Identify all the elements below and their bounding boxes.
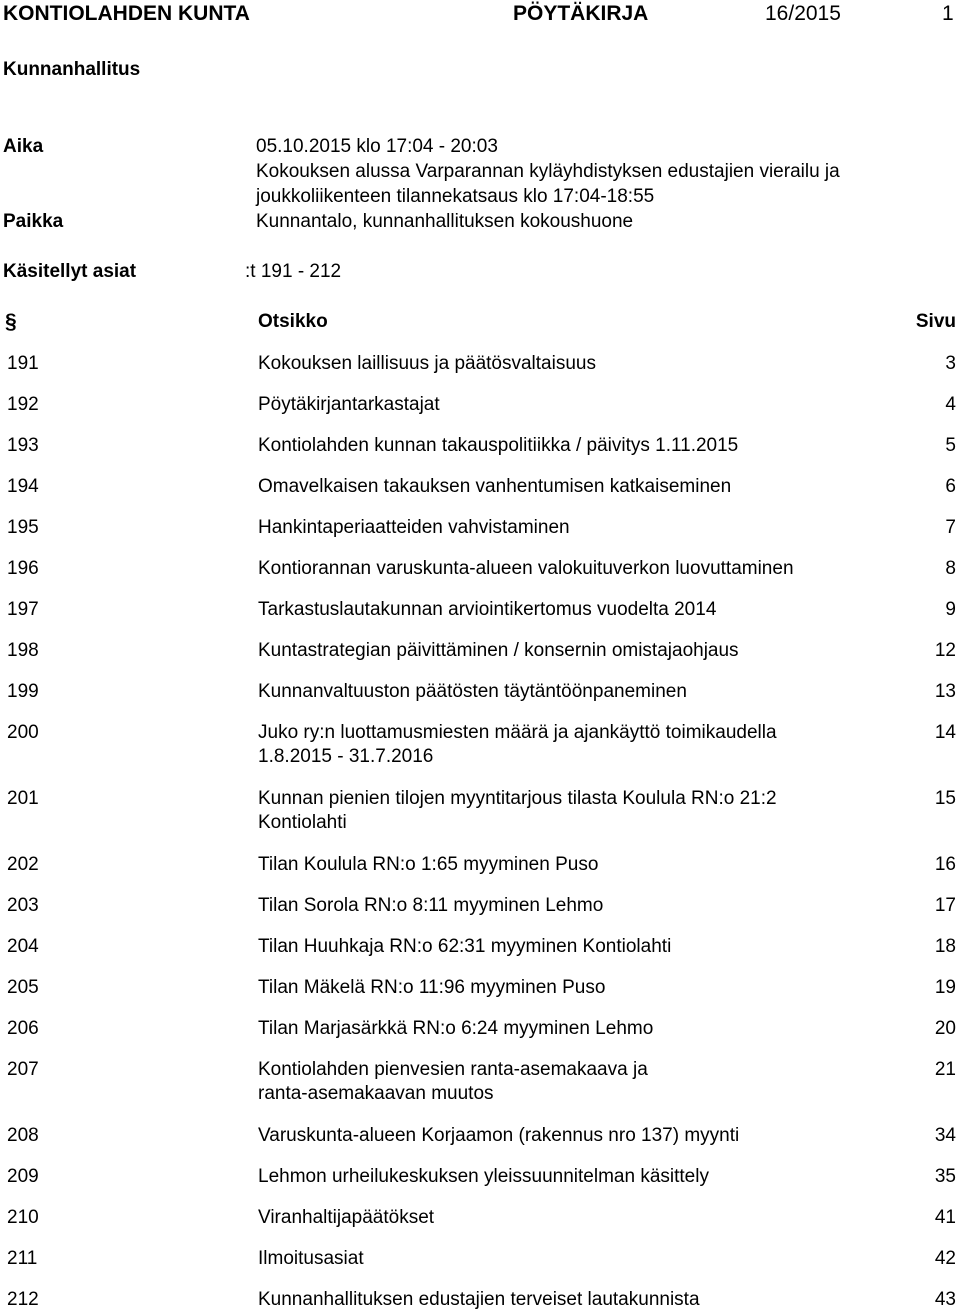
meeting-note-line1: Kokouksen alussa Varparannan kyläyhdistyksen edustajien vierailu ja	[256, 161, 840, 182]
toc-row-page: 3	[945, 353, 956, 374]
toc-row-page: 8	[945, 558, 956, 579]
toc-row-number: 205	[7, 977, 39, 998]
toc-row-title: Tilan Huuhkaja RN:o 62:31 myyminen Kontiolahti	[258, 936, 672, 957]
toc-row-page: 20	[934, 1018, 956, 1039]
toc-row-page: 34	[934, 1125, 956, 1146]
toc-row-title: Tilan Mäkelä RN:o 11:96 myyminen Puso	[258, 977, 606, 998]
toc-row-title: Viranhaltijapäätökset	[258, 1207, 435, 1228]
document-type: PÖYTÄKIRJA	[513, 2, 649, 25]
toc-row-page: 4	[945, 394, 956, 415]
toc-row-page: 17	[934, 895, 956, 916]
handled-items-value: :t 191 - 212	[245, 261, 342, 282]
toc-row-number: 196	[7, 558, 39, 579]
toc-row-title: Kuntastrategian päivittäminen / konsernin omistajaohjaus	[258, 640, 739, 661]
toc-row-page: 9	[945, 599, 956, 620]
toc-row-title: Juko ry:n luottamusmiesten määrä ja ajankäyttö toimikaudella 1.8.2015 - 31.7.2016	[258, 722, 777, 767]
toc-row-title: Omavelkaisen takauksen vanhentumisen katkaiseminen	[258, 476, 732, 497]
toc-row-page: 15	[934, 788, 956, 809]
toc-row-page: 14	[934, 722, 956, 743]
toc-row-title: Kunnanvaltuuston päätösten täytäntöönpaneminen	[258, 681, 687, 702]
toc-row-page: 5	[945, 435, 956, 456]
toc-row-number: 193	[7, 435, 39, 456]
governing-body: Kunnanhallitus	[3, 59, 141, 80]
toc-row-number: 191	[7, 353, 39, 374]
place-value: Kunnantalo, kunnanhallituksen kokoushuone	[256, 211, 634, 232]
title-column-header: Otsikko	[258, 311, 328, 332]
toc-row-title: Lehmon urheilukeskuksen yleissuunnitelman käsittely	[258, 1166, 709, 1187]
toc-row-title: Pöytäkirjantarkastajat	[258, 394, 440, 415]
toc-row-title: Tilan Sorola RN:o 8:11 myyminen Lehmo	[258, 895, 604, 916]
toc-row-page: 7	[945, 517, 956, 538]
handled-items-label: Käsitellyt asiat	[3, 261, 137, 282]
toc-row-title: Kontiolahden kunnan takauspolitiikka / päivitys 1.11.2015	[258, 435, 739, 456]
toc-row-number: 208	[7, 1125, 39, 1146]
toc-row-title: Kokouksen laillisuus ja päätösvaltaisuus	[258, 353, 596, 374]
section-symbol: §	[5, 310, 17, 333]
toc-row-number: 209	[7, 1166, 39, 1187]
toc-row-title: Kontiorannan varuskunta-alueen valokuituverkon luovuttaminen	[258, 558, 794, 579]
toc-row-page: 16	[934, 854, 956, 875]
toc-row-title: Varuskunta-alueen Korjaamon (rakennus nro 137) myynti	[258, 1125, 740, 1146]
toc-row-title: Ilmoitusasiat	[258, 1248, 364, 1269]
toc-row-title: Tilan Marjasärkkä RN:o 6:24 myyminen Lehmo	[258, 1018, 654, 1039]
toc-row-number: 204	[7, 936, 39, 957]
toc-row-page: 18	[934, 936, 956, 957]
meeting-note-line2: joukkoliikenteen tilannekatsaus klo 17:04-18:55	[256, 186, 655, 207]
toc-row-page: 41	[934, 1207, 956, 1228]
toc-row-title: Hankintaperiaatteiden vahvistaminen	[258, 517, 570, 538]
time-value: 05.10.2015 klo 17:04 - 20:03	[256, 136, 498, 157]
toc-row-number: 212	[7, 1289, 39, 1310]
time-label: Aika	[3, 136, 44, 157]
toc-row-page: 12	[934, 640, 956, 661]
toc-row-page: 21	[934, 1059, 956, 1080]
toc-row-number: 201	[7, 788, 39, 809]
toc-row-page: 35	[934, 1166, 956, 1187]
toc-row-number: 206	[7, 1018, 39, 1039]
toc-row-number: 202	[7, 854, 39, 875]
toc-row-number: 197	[7, 599, 39, 620]
page-column-header: Sivu	[915, 311, 956, 332]
toc-row-title: Tilan Koulula RN:o 1:65 myyminen Puso	[258, 854, 599, 875]
toc-row-number: 200	[7, 722, 39, 743]
toc-row-page: 19	[934, 977, 956, 998]
toc-row-number: 195	[7, 517, 39, 538]
document-number: 16/2015	[765, 2, 841, 25]
page-number: 1	[942, 2, 954, 25]
toc-row-number: 211	[7, 1248, 38, 1269]
toc-row-title: Kunnan pienien tilojen myyntitarjous tilasta Koulula RN:o 21:2 Kontiolahti	[258, 788, 777, 833]
place-label: Paikka	[3, 211, 64, 232]
organization-name: KONTIOLAHDEN KUNTA	[3, 2, 250, 25]
toc-row-title: Tarkastuslautakunnan arviointikertomus vuodelta 2014	[258, 599, 717, 620]
toc-row-number: 210	[7, 1207, 39, 1228]
toc-row-title: Kunnanhallituksen edustajien terveiset lautakunnista	[258, 1289, 700, 1310]
toc-row-number: 203	[7, 895, 39, 916]
toc-row-page: 6	[945, 476, 956, 497]
toc-row-number: 198	[7, 640, 39, 661]
toc-row-number: 199	[7, 681, 39, 702]
toc-row-page: 42	[934, 1248, 956, 1269]
toc-row-number: 194	[7, 476, 39, 497]
toc-row-number: 192	[7, 394, 39, 415]
toc-row-page: 43	[934, 1289, 956, 1310]
toc-row-number: 207	[7, 1059, 39, 1080]
toc-row-title: Kontiolahden pienvesien ranta-asemakaava ja ranta-asemakaavan muutos	[258, 1059, 648, 1104]
toc-row-page: 13	[934, 681, 956, 702]
